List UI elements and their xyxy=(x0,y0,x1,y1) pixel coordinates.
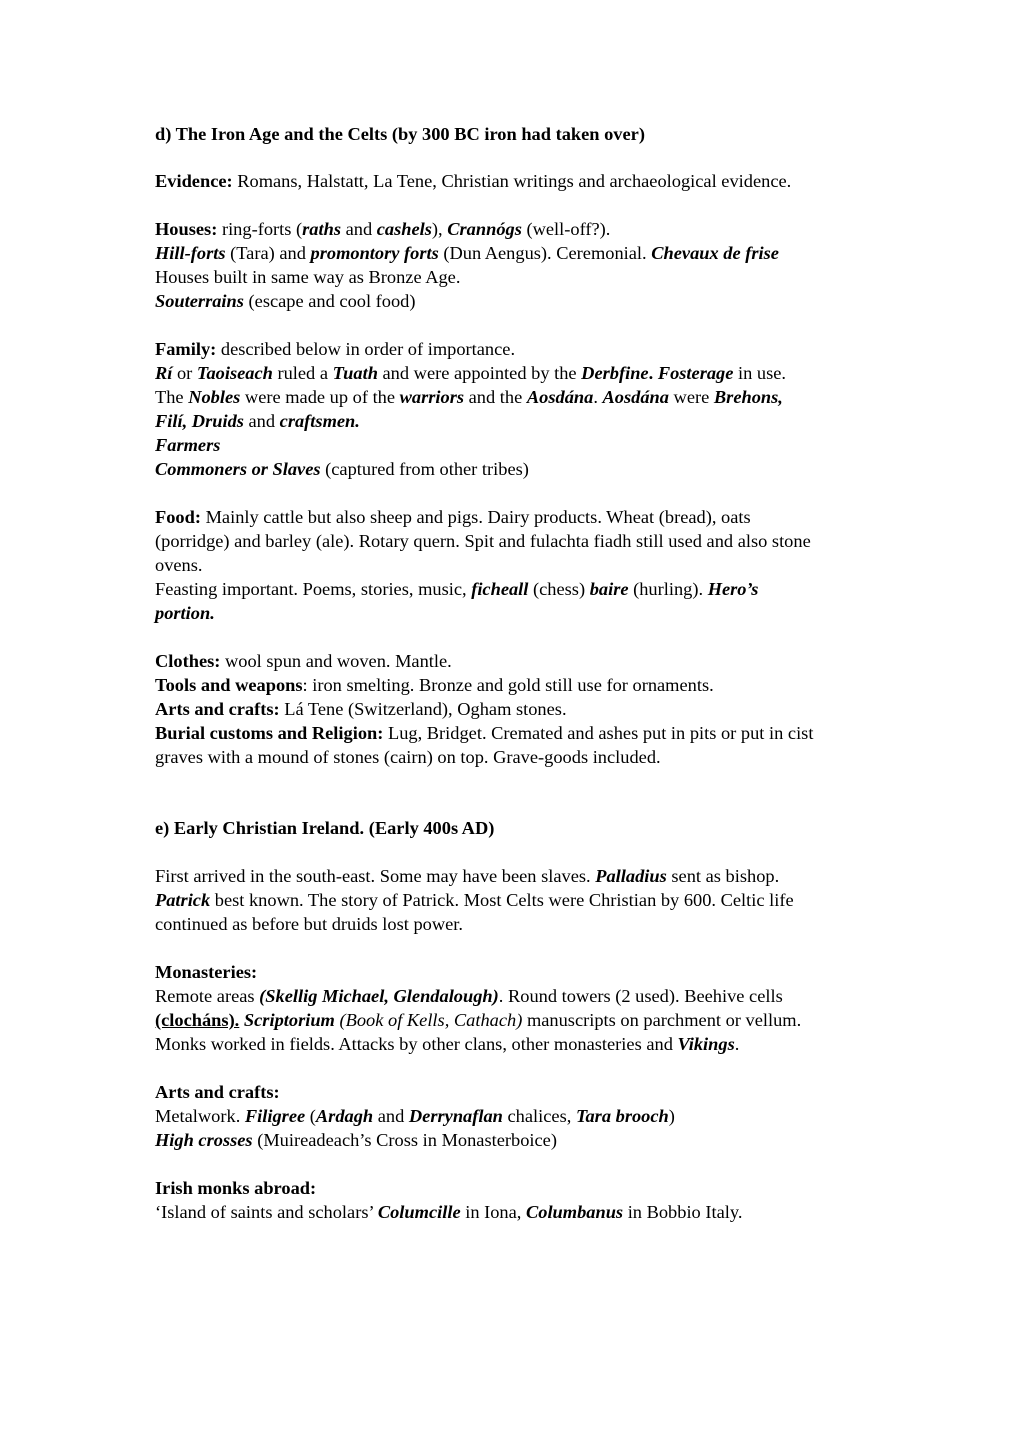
text-line xyxy=(155,1200,955,1224)
text-run: First arrived in the south-east. Some may have been slaves. xyxy=(155,866,596,886)
text-run: Tuath xyxy=(332,363,378,383)
text-run: ) xyxy=(668,1106,675,1126)
text-line xyxy=(155,241,955,265)
text-run: Feasting important. Poems, stories, music, xyxy=(155,579,472,599)
evidence-paragraph xyxy=(155,169,955,193)
text-run: ), xyxy=(431,219,448,239)
text-run: Metalwork. xyxy=(155,1106,245,1126)
text-run: cashels xyxy=(376,219,432,239)
text-run: described below in order of importance. xyxy=(216,339,516,359)
text-run: raths xyxy=(302,219,341,239)
family-paragraph xyxy=(155,337,955,481)
text-line xyxy=(155,457,955,481)
text-line xyxy=(155,673,955,697)
text-run: Nobles xyxy=(188,387,241,407)
text-line xyxy=(155,409,955,433)
text-run: Patrick xyxy=(155,890,211,910)
text-line xyxy=(155,1128,955,1152)
text-run: Chevaux de frise xyxy=(651,243,779,263)
text-run: Columbanus xyxy=(525,1202,624,1222)
text-line xyxy=(155,385,955,409)
text-run: Clothes: xyxy=(155,651,221,671)
text-line xyxy=(155,888,955,912)
text-run: Brehons, xyxy=(713,387,783,407)
text-run: Food: xyxy=(155,507,201,527)
text-run: Monks worked in fields. Attacks by other clans, other monasteries and xyxy=(155,1034,678,1054)
christian-intro-paragraph xyxy=(155,864,955,936)
text-line xyxy=(155,960,955,984)
text-run: Aosdána xyxy=(526,387,594,407)
text-run: continued as before but druids lost power. xyxy=(155,914,463,934)
text-line xyxy=(155,529,955,553)
text-line xyxy=(155,745,955,769)
text-line xyxy=(155,912,955,936)
text-run: or xyxy=(172,363,197,383)
text-run: . xyxy=(593,387,603,407)
text-run: (escape and cool food) xyxy=(243,291,416,311)
text-run: ‘Island of saints and scholars’ xyxy=(155,1202,378,1222)
text-run: and xyxy=(243,411,280,431)
text-run: Houses: xyxy=(155,219,218,239)
text-run: (Muireadeach’s Cross in Monasterboice) xyxy=(252,1130,557,1150)
text-run: Filí, Druids xyxy=(155,411,244,431)
text-line xyxy=(155,1080,955,1104)
text-run: in Iona, xyxy=(460,1202,526,1222)
text-line xyxy=(155,337,955,361)
text-run: Mainly cattle but also sheep and pigs. Dairy products. Wheat (bread), oats xyxy=(200,507,751,527)
text-run: Hill-forts xyxy=(155,243,226,263)
food-paragraph xyxy=(155,505,955,625)
text-run: ruled a xyxy=(272,363,333,383)
text-run: Scriptorium xyxy=(243,1010,335,1030)
text-run: warriors xyxy=(399,387,465,407)
text-run: Filigree xyxy=(244,1106,306,1126)
text-run: best known. The story of Patrick. Most Celts were Christian by 600. Celtic life xyxy=(210,890,794,910)
text-line xyxy=(155,1104,955,1128)
text-run: manuscripts on parchment or vellum. xyxy=(522,1010,802,1030)
text-line xyxy=(155,577,955,601)
text-run: (chess) xyxy=(528,579,590,599)
text-run: promontory forts xyxy=(310,243,439,263)
text-run: graves with a mound of stones (cairn) on top. Grave-goods included. xyxy=(155,747,661,767)
text-run: ovens. xyxy=(155,555,203,575)
text-run: Arts and crafts: xyxy=(155,1082,280,1102)
text-run: (porridge) and barley (ale). Rotary quern. Spit and fulachta fiadh still used and also stone xyxy=(155,531,811,551)
text-run: (well-off?). xyxy=(521,219,611,239)
text-run: The xyxy=(155,387,189,407)
text-run: and xyxy=(340,219,377,239)
document-page xyxy=(155,122,955,1224)
text-run: Lá Tene (Switzerland), Ogham stones. xyxy=(279,699,567,719)
text-run: Rí xyxy=(155,363,173,383)
text-run: Romans, Halstatt, La Tene, Christian writings and archaeological evidence. xyxy=(232,171,792,191)
text-run: in use. xyxy=(733,363,787,383)
text-run: Family: xyxy=(155,339,217,359)
text-run: Lug, Bridget. Cremated and ashes put in pits or put in cist xyxy=(383,723,814,743)
text-line xyxy=(155,649,955,673)
text-run: (Book of Kells, Cathach) xyxy=(339,1010,523,1030)
text-run: : iron smelting. Bronze and gold still use for ornaments. xyxy=(302,675,714,695)
text-run: ficheall xyxy=(471,579,529,599)
text-run: and were appointed by the xyxy=(377,363,582,383)
text-run: sent as bishop. xyxy=(666,866,780,886)
text-run: Fosterage xyxy=(657,363,734,383)
section-d-heading: d) The Iron Age and the Celts (by 300 BC iron had taken over) xyxy=(155,124,645,144)
monks-abroad-paragraph xyxy=(155,1176,955,1224)
text-run: Derrynaflan xyxy=(408,1106,503,1126)
text-line xyxy=(155,721,955,745)
text-run: (Skellig Michael, Glendalough) xyxy=(259,986,499,1006)
text-run: (captured from other tribes) xyxy=(320,459,529,479)
text-line xyxy=(155,601,955,625)
text-run: Columcille xyxy=(377,1202,461,1222)
text-run: craftsmen. xyxy=(279,411,360,431)
text-run: ( xyxy=(305,1106,316,1126)
text-run: (Dun Aengus). Ceremonial. xyxy=(438,243,652,263)
text-run: Palladius xyxy=(595,866,667,886)
text-line xyxy=(155,864,955,888)
text-run: . xyxy=(648,363,654,383)
text-line xyxy=(155,217,955,241)
text-run: (hurling). xyxy=(628,579,708,599)
text-run: Evidence: xyxy=(155,171,233,191)
text-run: Farmers xyxy=(155,435,221,455)
text-run: Monasteries: xyxy=(155,962,258,982)
text-run: were xyxy=(668,387,714,407)
text-line xyxy=(155,553,955,577)
section-e-heading: e) Early Christian Ireland. (Early 400s AD) xyxy=(155,818,495,838)
text-run: . Round towers (2 used). Beehive cells xyxy=(498,986,783,1006)
text-line xyxy=(155,1176,955,1200)
text-run: High crosses xyxy=(155,1130,253,1150)
text-line xyxy=(155,265,955,289)
text-line xyxy=(155,1008,955,1032)
text-run: Vikings xyxy=(677,1034,735,1054)
text-run: Tara brooch xyxy=(575,1106,669,1126)
text-run: Ardagh xyxy=(315,1106,374,1126)
arts-crafts-paragraph xyxy=(155,1080,955,1152)
text-line xyxy=(155,1032,955,1056)
houses-paragraph xyxy=(155,217,955,313)
text-run: ring-forts ( xyxy=(217,219,303,239)
text-run: Burial customs and Religion: xyxy=(155,723,384,743)
text-run: Irish monks abroad: xyxy=(155,1178,317,1198)
text-run: and the xyxy=(464,387,527,407)
text-run: Commoners or Slaves xyxy=(155,459,321,479)
monasteries-paragraph xyxy=(155,960,955,1056)
text-line xyxy=(155,984,955,1008)
text-run: Hero’s xyxy=(707,579,759,599)
text-run: wool spun and woven. Mantle. xyxy=(220,651,452,671)
text-run: chalices, xyxy=(502,1106,576,1126)
text-run: (clocháns). xyxy=(155,1010,240,1030)
text-line xyxy=(155,361,955,385)
text-run: Souterrains xyxy=(155,291,244,311)
text-run: Houses built in same way as Bronze Age. xyxy=(155,267,461,287)
text-run: (Tara) and xyxy=(225,243,311,263)
text-line xyxy=(155,697,955,721)
text-run: . xyxy=(734,1034,740,1054)
text-run: in Bobbio Italy. xyxy=(623,1202,743,1222)
text-line xyxy=(155,433,955,457)
text-run: Remote areas xyxy=(155,986,260,1006)
text-run: Derbfine xyxy=(581,363,649,383)
clothes-tools-burial-paragraph xyxy=(155,649,955,769)
text-run: Arts and crafts: xyxy=(155,699,280,719)
text-run: and xyxy=(373,1106,409,1126)
text-run: were made up of the xyxy=(240,387,400,407)
text-run: baire xyxy=(589,579,629,599)
text-line xyxy=(155,289,955,313)
text-line xyxy=(155,505,955,529)
text-run: Taoiseach xyxy=(196,363,273,383)
text-run: Crannógs xyxy=(447,219,522,239)
text-run: Aosdána xyxy=(602,387,669,407)
text-run: Tools and weapons xyxy=(155,675,303,695)
text-run: portion. xyxy=(155,603,215,623)
